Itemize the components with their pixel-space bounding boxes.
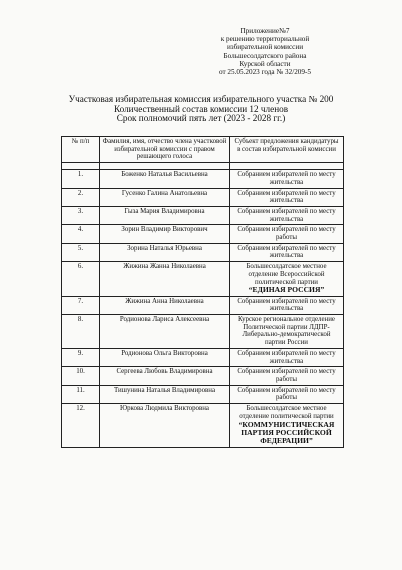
table-row <box>62 243 344 261</box>
heading-line-term: Срок полномочий пять лет (2023 - 2028 гг.) <box>116 113 286 124</box>
row-number: 12. <box>62 404 100 448</box>
row-number: 11. <box>62 385 100 403</box>
row-number: 2. <box>62 188 100 206</box>
nominating-subject <box>230 404 344 448</box>
nominating-subject <box>230 385 344 403</box>
member-name: Родионова Лариса Алексеевна <box>100 315 230 349</box>
member-name: Жижина Анна Николаевна <box>100 296 230 314</box>
table-row <box>62 404 344 448</box>
subject-text: Собранием избирателей по месту жительства <box>237 244 336 260</box>
row-number: 9. <box>62 348 100 366</box>
table-gap-row <box>62 163 344 170</box>
heading-line-composition: Количественный состав комиссии 12 членов <box>113 103 289 114</box>
table-row <box>62 170 344 188</box>
table-row <box>62 188 344 206</box>
row-number: 3. <box>62 206 100 224</box>
row-number: 4. <box>62 225 100 243</box>
nominating-subject <box>230 188 344 206</box>
member-name: Боженко Наталья Васильевна <box>100 170 230 188</box>
table-row <box>62 296 344 314</box>
header-member: Фамилия, имя, отчество члена участковой избирательной комиссии с правом решающего голоса <box>100 137 230 163</box>
subject-text: Собранием избирателей по месту жительства <box>237 189 336 205</box>
member-name: Тишунина Наталья Владимировна <box>100 385 230 403</box>
subject-text: Собранием избирателей по месту жительства <box>237 171 336 186</box>
row-number: 5. <box>62 243 100 261</box>
table-row <box>62 348 344 366</box>
table-row <box>62 206 344 224</box>
subject-text: Большесолдатское местное отделение политической партии <box>239 405 334 420</box>
annex-line: к решению территориальной <box>220 35 310 44</box>
annex-line: избирательной комиссии <box>226 43 304 52</box>
document-heading <box>40 95 362 124</box>
header-subject: Субъект предложения кандидатуры в состав избирательной комиссии <box>230 137 344 163</box>
nominating-subject <box>230 348 344 366</box>
table-row <box>62 385 344 403</box>
table-row <box>62 367 344 385</box>
subject-text: Собранием избирателей по месту жительства <box>237 297 336 313</box>
party-name: “КОММУНИСТИЧЕСКАЯ ПАРТИЯ РОССИЙСКОЙ ФЕДЕРАЦИИ” <box>238 419 335 446</box>
row-number: 1. <box>62 170 100 188</box>
member-name: Юркова Людмила Викторовна <box>100 404 230 448</box>
row-number: 8. <box>62 315 100 349</box>
nominating-subject <box>230 206 344 224</box>
nominating-subject <box>230 315 344 349</box>
member-name: Гыза Мария Владимировна <box>100 206 230 224</box>
row-number: 7. <box>62 296 100 314</box>
header-number: № п/п <box>62 137 100 163</box>
row-number: 6. <box>62 262 100 297</box>
annex-line: Приложение№7 <box>240 27 290 35</box>
heading-line-commission: Участковая избирательная комиссия избирательного участка № 200 <box>68 94 334 104</box>
subject-text: Собранием избирателей по месту работы <box>237 226 336 242</box>
subject-text: Курское региональное отделение Политической партии ЛДПР-Либерально-демократической партии России <box>238 316 335 347</box>
subject-text: Большесолдатское местное отделение Всероссийской политической партии <box>246 263 327 286</box>
table-row <box>62 315 344 349</box>
members-table <box>61 136 344 448</box>
nominating-subject <box>230 296 344 314</box>
party-name: “ЕДИНАЯ РОССИЯ” <box>248 285 325 295</box>
nominating-subject <box>230 262 344 297</box>
nominating-subject <box>230 170 344 188</box>
annex-line: Большесолдатского района <box>223 51 307 60</box>
nominating-subject <box>230 225 344 243</box>
table-row <box>62 225 344 243</box>
row-number: 10. <box>62 367 100 385</box>
annex-block <box>190 27 340 76</box>
subject-text: Собранием избирателей по месту жительства <box>237 207 336 223</box>
nominating-subject <box>230 243 344 261</box>
subject-text: Собранием избирателей по месту работы <box>237 386 336 402</box>
table-row <box>62 262 344 297</box>
member-name: Гусенко Галина Анатольевна <box>100 188 230 206</box>
member-name: Сергеева Любовь Владимировна <box>100 367 230 385</box>
table-header-row <box>62 137 344 163</box>
subject-text: Собранием избирателей по месту работы <box>237 368 336 383</box>
subject-text: Собранием избирателей по месту жительства <box>237 349 336 365</box>
member-name: Жижина Жанна Николаевна <box>100 262 230 297</box>
annex-line: Курской области <box>239 59 291 68</box>
member-name: Родионова Ольга Викторовна <box>100 348 230 366</box>
nominating-subject <box>230 367 344 385</box>
annex-line: от 25.05.2023 года № 32/209-5 <box>219 68 311 77</box>
member-name: Зорин Владимир Викторович <box>100 225 230 243</box>
member-name: Зорина Наталья Юрьевна <box>100 243 230 261</box>
